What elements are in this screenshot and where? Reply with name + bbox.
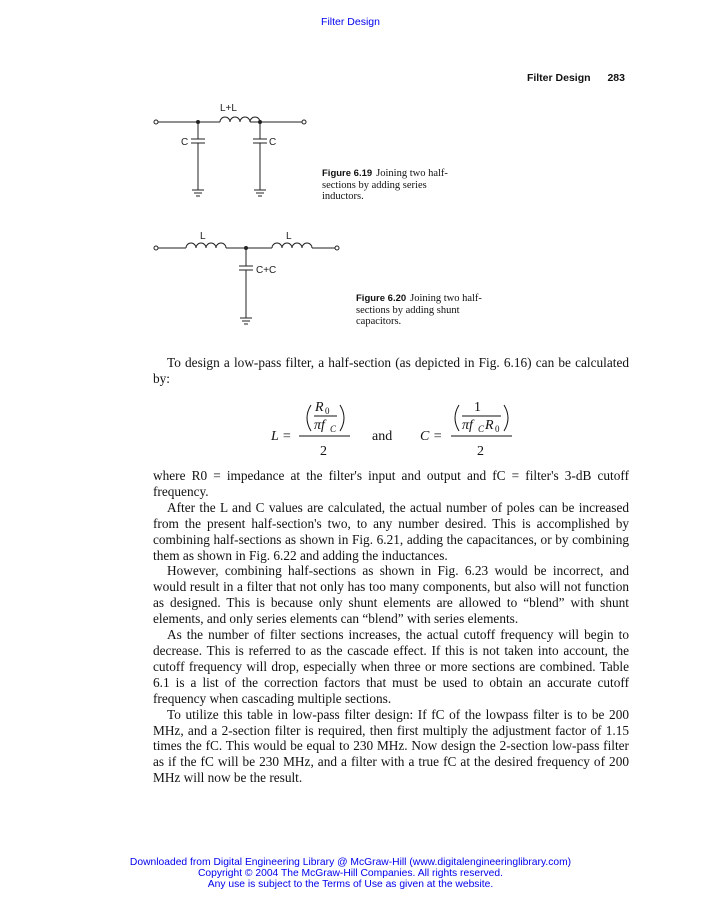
running-title: Filter Design [526,72,591,84]
formula-and: and [372,429,393,444]
caption-text: Joining two half-sections by adding series inductors. [322,168,448,202]
figure-6-19-caption [322,168,470,203]
footer-terms[interactable]: Any use is subject to the Terms of Use as given at the website. [207,879,494,890]
svg-text:C: C [478,424,485,434]
label-ind-left: L [200,231,206,242]
label-cap-left: C [181,137,189,148]
figure-6-20-caption [356,293,506,328]
svg-text:πf: πf [462,418,473,433]
intro-text: To design a low-pass filter, a half-section (as depicted in Fig. 6.16) can be calculated by: [153,355,629,386]
formula-L-denominator: 2 [320,444,327,459]
lc-formula [0,393,701,465]
figure-6-20-schematic [148,228,348,332]
figure-6-19-schematic [148,98,318,204]
page-number: 283 [607,72,625,84]
label-series-inductor: L+L [220,103,237,114]
svg-text:R: R [315,400,324,415]
svg-text:0: 0 [325,406,330,416]
caption-text: Joining two half-sections by adding shunt capacitors. [356,293,482,327]
intro-paragraph [153,355,629,387]
top-chapter-link[interactable]: Filter Design [321,16,380,28]
paragraph-definitions: where R0 = impedance at the filter's input and output and fC = filter's 3-dB cutoff frequency. [153,468,629,499]
footer-copyright[interactable]: Copyright © 2004 The McGraw-Hill Companies. All rights reserved. [198,868,503,879]
label-shunt-cap: C+C [256,265,277,276]
label-cap-right: C [269,137,277,148]
formula-C-lhs: C = [420,429,443,444]
paragraph-combining: However, combining half-sections as shown in Fig. 6.23 would be incorrect, and would result in a filter that not only has too many components, but also will not function as designed. This is because only shunt elements are allowed to “blend” with shunt elements, and only series elements can “blend” with series elements. [153,563,629,627]
formula-C-denominator: 2 [477,444,484,459]
svg-text:C: C [330,424,337,434]
label-ind-right: L [286,231,292,242]
svg-text:0: 0 [495,424,500,434]
svg-text:R: R [485,418,494,433]
running-head [513,72,625,84]
copyright-footer[interactable] [0,857,701,890]
footer-download-link[interactable]: Downloaded from Digital Engineering Library @ McGraw-Hill (www.digitalengineeringlibrary.com) [129,857,572,868]
paragraph-poles: After the L and C values are calculated, the actual number of poles can be increased from the present half-section's two, to any number desired. This is accomplished by combining half-sections as shown in Fig. 6.21, adding the capacitances, or by combining them as shown in Fig. 6.22 and adding the inductances. [153,499,629,563]
formula-L-lhs: L = [271,429,292,444]
figure-label: Figure 6.19 [322,168,373,179]
paragraph-example: To utilize this table in low-pass filter design: If fC of the lowpass filter is to be 200 MHz, and a 2-section filter is required, then first multiply the adjustment factor of 1.15 times the fC. This would be equal to 230 MHz. Now design the 2-section low-pass filter as if the fC will be 230 MHz, and a filter with a true fC at the desired frequency of 200 MHz will now be the result. [153,706,629,786]
paragraph-cascade: As the number of filter sections increases, the actual cutoff frequency will begin to decrease. This is referred to as the cascade effect. If this is not taken into account, the cutoff frequency will drop, especially when three or more sections are combined. Table 6.1 is a list of the correction factors that must be used to obtain an accurate cutoff frequency when cascading multiple sections. [153,627,629,706]
svg-text:πf: πf [314,418,325,433]
svg-text:1: 1 [474,400,481,415]
body-text [153,468,629,786]
figure-label: Figure 6.20 [356,293,407,304]
